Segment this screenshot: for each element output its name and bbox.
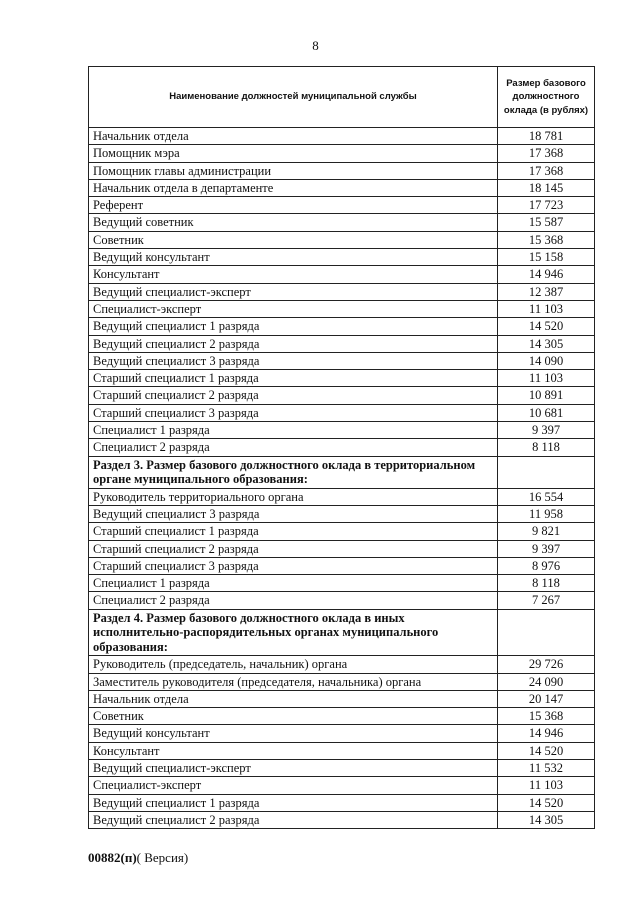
position-name: Старший специалист 1 разряда <box>89 523 498 540</box>
document-code: 00882(п) <box>88 850 137 865</box>
base-salary-value: 14 520 <box>498 794 595 811</box>
position-name: Руководитель (председатель, начальник) органа <box>89 656 498 673</box>
base-salary-value: 8 118 <box>498 439 595 456</box>
table-row <box>89 592 595 609</box>
document-version: ( Версия) <box>136 850 189 865</box>
position-name: Ведущий специалист-эксперт <box>89 760 498 777</box>
page-number: 8 <box>312 38 319 53</box>
position-name: Специалист-эксперт <box>89 777 498 794</box>
position-name: Старший специалист 2 разряда <box>89 387 498 404</box>
base-salary-value: 9 397 <box>498 422 595 439</box>
table-row <box>89 249 595 266</box>
position-name: Помощник главы администрации <box>89 162 498 179</box>
table-row <box>89 128 595 145</box>
table-row <box>89 404 595 421</box>
table-row <box>89 523 595 540</box>
table-row <box>89 300 595 317</box>
base-salary-value: 14 305 <box>498 811 595 828</box>
base-salary-value: 7 267 <box>498 592 595 609</box>
table-row <box>89 725 595 742</box>
base-salary-value: 15 368 <box>498 708 595 725</box>
position-name: Ведущий специалист 1 разряда <box>89 318 498 335</box>
position-name: Заместитель руководителя (председателя, начальника) органа <box>89 673 498 690</box>
base-salary-value: 14 946 <box>498 266 595 283</box>
position-name: Начальник отдела <box>89 128 498 145</box>
table-row <box>89 335 595 352</box>
table-row <box>89 370 595 387</box>
base-salary-value: 29 726 <box>498 656 595 673</box>
base-salary-value: 15 587 <box>498 214 595 231</box>
table-row <box>89 760 595 777</box>
table-row <box>89 283 595 300</box>
base-salary-value: 11 958 <box>498 505 595 522</box>
document-footer <box>88 850 188 866</box>
position-name: Специалист 2 разряда <box>89 592 498 609</box>
position-name: Руководитель территориального органа <box>89 488 498 505</box>
base-salary-value: 17 368 <box>498 145 595 162</box>
position-name: Ведущий специалист 3 разряда <box>89 505 498 522</box>
base-salary-value: 11 532 <box>498 760 595 777</box>
position-name: Ведущий специалист 2 разряда <box>89 811 498 828</box>
table-row <box>89 708 595 725</box>
position-name: Ведущий специалист-эксперт <box>89 283 498 300</box>
table-row <box>89 318 595 335</box>
base-salary-value: 8 976 <box>498 557 595 574</box>
position-name: Старший специалист 1 разряда <box>89 370 498 387</box>
table-body <box>89 128 595 829</box>
table-row <box>89 439 595 456</box>
base-salary-value: 8 118 <box>498 575 595 592</box>
base-salary-value <box>498 609 595 656</box>
base-salary-value: 9 397 <box>498 540 595 557</box>
base-salary-value: 11 103 <box>498 777 595 794</box>
table-row <box>89 690 595 707</box>
position-name: Консультант <box>89 742 498 759</box>
section-title: Раздел 4. Размер базового должностного оклада в иных исполнительно-распорядительных органах муниципального образования: <box>89 609 498 656</box>
position-name: Консультант <box>89 266 498 283</box>
position-name: Референт <box>89 197 498 214</box>
table-row <box>89 145 595 162</box>
position-name: Старший специалист 3 разряда <box>89 557 498 574</box>
position-name: Старший специалист 3 разряда <box>89 404 498 421</box>
position-name: Советник <box>89 708 498 725</box>
table-row <box>89 794 595 811</box>
position-name: Начальник отдела в департаменте <box>89 179 498 196</box>
base-salary-value: 9 821 <box>498 523 595 540</box>
table-row <box>89 811 595 828</box>
base-salary-value: 24 090 <box>498 673 595 690</box>
base-salary-value: 11 103 <box>498 370 595 387</box>
base-salary-value: 14 946 <box>498 725 595 742</box>
base-salary-value: 14 305 <box>498 335 595 352</box>
base-salary-value <box>498 456 595 488</box>
position-name: Ведущий советник <box>89 214 498 231</box>
base-salary-value: 10 891 <box>498 387 595 404</box>
table-row <box>89 422 595 439</box>
position-name: Ведущий консультант <box>89 725 498 742</box>
base-salary-value: 17 723 <box>498 197 595 214</box>
table-row <box>89 488 595 505</box>
table-row <box>89 214 595 231</box>
salary-table <box>88 66 595 829</box>
table-row <box>89 179 595 196</box>
base-salary-value: 10 681 <box>498 404 595 421</box>
position-name: Старший специалист 2 разряда <box>89 540 498 557</box>
section-title: Раздел 3. Размер базового должностного оклада в территориальном органе муниципального образования: <box>89 456 498 488</box>
table-row <box>89 742 595 759</box>
header-position-name: Наименование должностей муниципальной службы <box>89 67 498 128</box>
section-header-row <box>89 456 595 488</box>
base-salary-value: 15 368 <box>498 231 595 248</box>
table-row <box>89 197 595 214</box>
base-salary-value: 12 387 <box>498 283 595 300</box>
base-salary-value: 14 520 <box>498 318 595 335</box>
table-row <box>89 231 595 248</box>
position-name: Ведущий специалист 2 разряда <box>89 335 498 352</box>
base-salary-value: 14 520 <box>498 742 595 759</box>
table-row <box>89 575 595 592</box>
position-name: Помощник мэра <box>89 145 498 162</box>
base-salary-value: 11 103 <box>498 300 595 317</box>
position-name: Ведущий консультант <box>89 249 498 266</box>
table-row <box>89 352 595 369</box>
base-salary-value: 17 368 <box>498 162 595 179</box>
position-name: Специалист-эксперт <box>89 300 498 317</box>
base-salary-value: 15 158 <box>498 249 595 266</box>
header-base-salary: Размер базового должностного оклада (в рублях) <box>498 67 595 128</box>
section-header-row <box>89 609 595 656</box>
table-row <box>89 656 595 673</box>
table-row <box>89 557 595 574</box>
table-row <box>89 540 595 557</box>
base-salary-value: 18 145 <box>498 179 595 196</box>
table-row <box>89 266 595 283</box>
position-name: Начальник отдела <box>89 690 498 707</box>
position-name: Специалист 1 разряда <box>89 575 498 592</box>
table-row <box>89 777 595 794</box>
base-salary-value: 18 781 <box>498 128 595 145</box>
position-name: Ведущий специалист 1 разряда <box>89 794 498 811</box>
position-name: Специалист 2 разряда <box>89 439 498 456</box>
table-row <box>89 387 595 404</box>
base-salary-value: 20 147 <box>498 690 595 707</box>
table-row <box>89 673 595 690</box>
position-name: Специалист 1 разряда <box>89 422 498 439</box>
table-row <box>89 505 595 522</box>
position-name: Ведущий специалист 3 разряда <box>89 352 498 369</box>
table-row <box>89 162 595 179</box>
table-header-row <box>89 67 595 128</box>
base-salary-value: 16 554 <box>498 488 595 505</box>
base-salary-value: 14 090 <box>498 352 595 369</box>
position-name: Советник <box>89 231 498 248</box>
